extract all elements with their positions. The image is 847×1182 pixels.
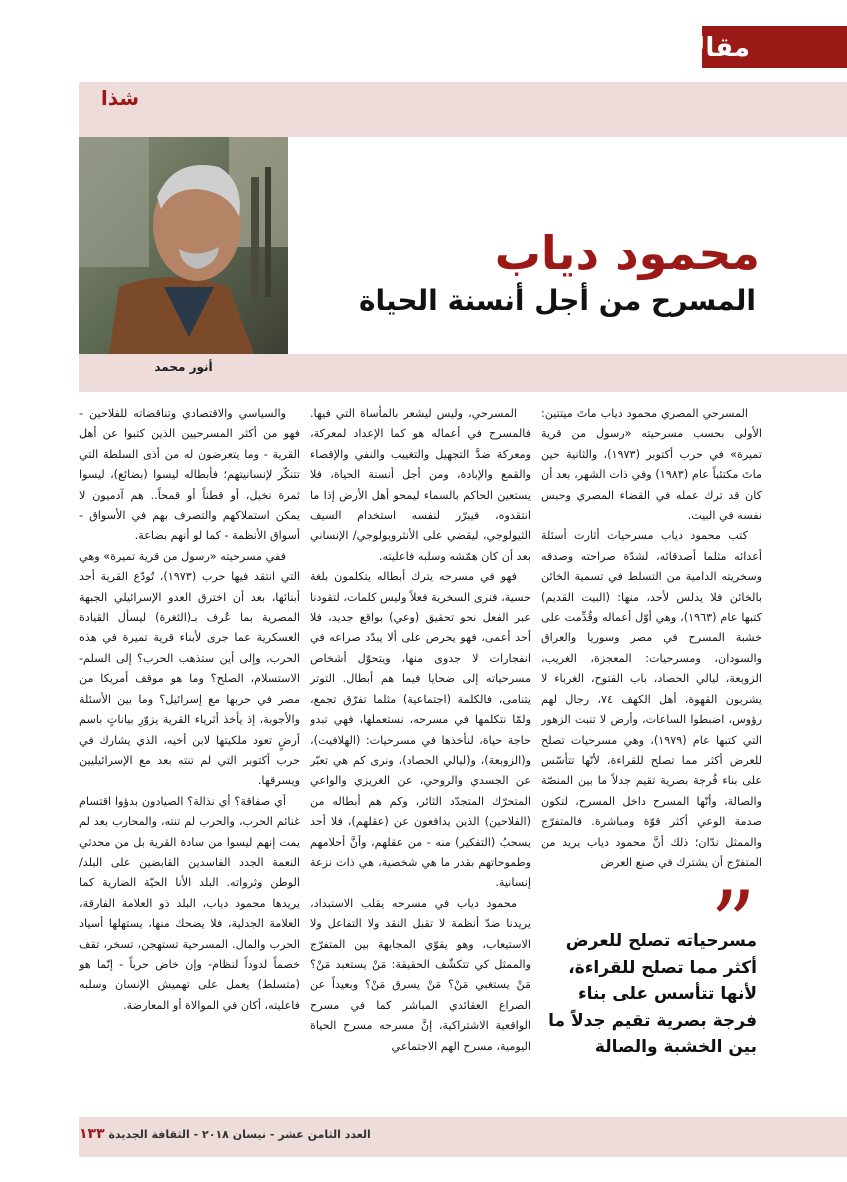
paragraph: المسرحي، وليس ليشعر بالمأساة التي فيها. فالمسرح في أعماله هو كما الإعداد لمعركة، ومعركة ضدَّ التجهيل والتغييب والنفي والإقصاء والقمع والإبادة، ومن أجل أنسنة الحياة، فلا يستعين الحاكم بالسماء ليمحو أهل الأرض إذا ما انتقدوه، فيبرّر لنفسه استخدام السيف الثيولوجي، ليقضي على الأنثروبولوجي/ الإنساني بعد أن كان همّشه وسلبه فاعليته. — [310, 407, 531, 563]
quote-mark-icon: ” — [710, 872, 757, 977]
paragraph: والسياسي والاقتصادي وتناقضاته للفلاحين - فهو من أكثر المسرحيين الذين كتبوا عن أهل القرية - وما يتعرضون له من أذى السلطة التي تتنكّر لإنسانيتهم؛ فأبطاله ليسوا (بضائع)، ليسوا ثمرة نخيل، أو قطناً أو قمحاً.. هم آدميون لا يمكن استملاكهم والتصرف بهم في الأسواق - أسواق الأنظمة - كما لو أنهم بضاعة. — [79, 407, 300, 543]
article-subtitle: المسرح من أجل أنسنة الحياة — [358, 284, 756, 317]
footer-issue: العدد الثامن عشر - نيسان ٢٠١٨ - الثقافة الجديدة — [108, 1128, 371, 1141]
paragraph: المسرحي المصري محمود دياب ماتَ ميتتين: الأولى بحسب مسرحيته «رسول من قرية تميرة» في حرب أكتوبر (١٩٧٣)، والثانية حين ماتَ مكتئباً عام (١٩٨٣) وفي ذات الشهر، بعد أن كان قد ترك عمله في القضاء المصري وحبس نفسه في البيت. — [541, 407, 762, 523]
page-number: ١٣٣ — [79, 1126, 105, 1142]
paragraph: ففي مسرحيته «رسول من قرية تميرة» وهي التي انتقد فيها حرب (١٩٧٣)، تُودّع القرية أحد أبنائها، بعد أن اخترق العدو الإسرائيلي الجبهة المصرية بما عُرف بـ(الثغرة) ليسأل القيادة العسكرية عما جرى لأبناء قرية تميرة في هذه الحرب، وإلى أين ستذهب الحرب؟ إلى السلم- الاستسلام، الصلح؟ وما هو موقف أمريكا من مصر في حربها مع إسرائيل؟ وما بين الأسئلة والأجوبة، إذ يأخذ أثرياء القرية يزوّرِ بياناتٍ باسم أرضٍ تعود ملكيتها لابن أخيه، الذي يشارك في حرب أكتوبر التي لم تنته بعد مع الإسرائيليين ويسرقها. — [79, 549, 300, 788]
paragraph: كتب محمود دياب مسرحيات أثارت أسئلة أعدائه مثلما أصدقائه، لشدّة صراحته وصدقه وسخريته الدامية من التسلط في تسمية الخائن بالخائن فلا يدلس لأحد، منها: (البيت القديم) كتبها عام (١٩٦٣)، وهي أوّل أعماله وقُدِّمت على خشبة المسرح في مصر وسوريا والعراق والسودان، ومسرحيات: المعجزة، الغريب، الزوبعة، ليالي الحصاد، باب الفتوح، الغرباء لا يشربون القهوة، أهل الكهف ٧٤، رجال لهم رؤوس، اضبطوا الساعات، وأرض لا تنبت الزهور التي كتبها عام (١٩٧٩)، وهي مسرحيات تصلح للعرض أكثر مما تصلح للقراءة، لأنّها تتأسّس على بناء فُرجة بصرية تقيم جدلاً ما بين المنصّة والصالة، وأنّها المسرح داخل المسرح، لتكون صدمة الوعي أكثر قوّة ومباشرة. فالمتفرّج والممثل ندّان؛ ذلك أنَّ محمود دياب يريد من المتفرّج أن يشترك في صنع العرض — [541, 529, 762, 869]
pull-quote: مسرحياته تصلح للعرض أكثر مما تصلح للقراءة، لأنها تتأسس على بناء فرجة بصرية تقيم جدلاً ما بين الخشبة والصالة — [548, 931, 757, 1057]
article-title: محمود دياب — [494, 226, 760, 280]
text-column-left — [79, 404, 300, 1094]
paragraph: أي صفاقة؟ أي نذالة؟ الصيادون بدؤوا اقتسام غنائم الحرب، والحرب لم تنته، والمحارب بعد لم يمت إنهم ليسوا من سادة القرية بل من محدثي النعمة الجدد الفاسدين القابضين على البلد/ الوطن وثرواته. البلد الأنا الحيّة الضارية كما يريدها محمود دياب، البلد ذو العلامة الفارقة، العلامة الجدلية، فلا يضحك منها، يستهلها أسياد الحرب والمال. المسرحية تستهجن، تسخر، تقف خصماً لدوداً لنظام- وإن خاض حرباً - إنّما هو (متسلط) يعمل على تهميش الإنسان وسلبه فاعليته، أكان في الموالاة أو المعارضة. — [79, 794, 300, 1012]
text-column-middle — [310, 404, 531, 1094]
paragraph: محمود دياب في مسرحه يقلب الاستبداد، يريدنا ضدّ أنظمة لا تقبل النقد ولا التفاعل ولا الاستيعاب، وهو يقوّي المجابهة بين المتفرّج والممثل كي تتكشّف الحقيقة: مَنْ يستعبد مَنْ؟ مَنْ يستغبي مَنْ؟ مَنْ يسرق مَنْ؟ وبعيداً عن الصراع العقائدي المباشر كما في مسرح الواقعية الاشتراكية، إنَّ مسرحه مسرح الحياة اليومية، مسرح الهم الاجتماعي — [310, 896, 531, 1053]
paragraph: فهو في مسرحه يترك أبطاله يتكلمون بلغة حسية، فنرى السخرية فعلاً وليس كلمات، لتقودنا عبر الفعل نحو تحقيق (وعي) بواقع جديد، فلا أحد أعمى، فهو يحرص على ألا يبدّد صراعه في انفجارات لا جدوى منها، ويتحوّل أشخاص مسرحياته إلى ضحايا فيما هم أبطال. التوتر يتنامى، فالكلمة (اجتماعية) مثلما تفرّق تجمع، ولمّا نتكلمها في مسرحه، نستعملها، فهي تبدو حاجة حياة، لنأخذها في مسرحيات: (الهلافيت)، و(الزوبعة)، و(ليالي الحصاد)، ونرى كم هي تعبّر عن الجسدي والروحي، عن الغريزي والواعي المتحرّك المتجدّد الثائر، وكم هم أبطاله من (الفلاحين) الذين يدافعون عن (عقلهم)، فلا أحد يسحبُ (التفكير) منه - من عقلهم، وأنَّ أحلامهم وطموحاتهم بقدر ما هي شخصية، هي ذات نزعة إنسانية. — [310, 570, 531, 890]
author-photo — [79, 137, 288, 354]
portrait-illustration — [79, 137, 288, 354]
footer — [79, 1126, 379, 1142]
section-label: مقالات — [659, 33, 750, 63]
header-band — [79, 82, 847, 137]
photo-caption: أنور محمد — [154, 360, 213, 374]
series-label: شذا — [100, 86, 139, 110]
text-column-right — [541, 404, 762, 926]
